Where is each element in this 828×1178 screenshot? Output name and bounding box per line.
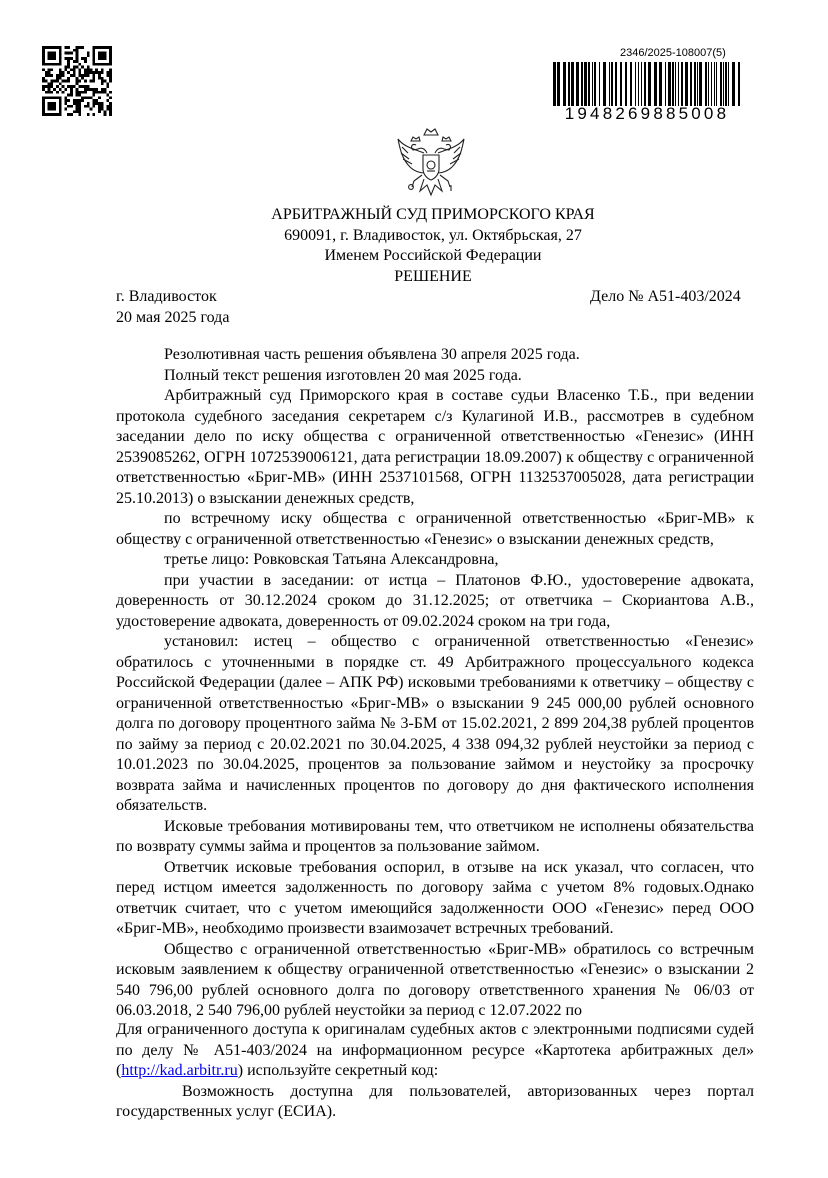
paragraph: Ответчик исковые требования оспорил, в отзыве на иск указал, что согласен, что перед истцом имеется задолженность по договору займа с учетом 8% годовых.Однако ответчик считает, что с учетом имеющийся задолженности ООО «Генезис» перед ООО «Бриг-МВ», необходимо произвести взаимозачет встречных требований. [116,858,754,937]
access-text: Для ограниченного доступа к оригиналам судебных актов с электронными подписями судей по делу № А51-403/2024 на информационном ресурсе «Картотека арбитражных дел» ( [116,1021,754,1079]
barcode [553,62,741,106]
court-name: АРБИТРАЖНЫЙ СУД ПРИМОРСКОГО КРАЯ [271,206,595,223]
city: г. Владивосток [116,288,217,305]
paragraph: установил: истец – общество с ограниченной ответственностью «Генезис» обратилось с уточненными в порядке ст. 49 Арбитражного процессуального кодекса Российской Федерации (далее – АПК РФ) исковыми требованиями к ответчику – обществу с ограниченной ответственностью «Бриг-МВ» о взыскании 9 245 000,00 рублей основного долга по договору процентного займа № 3-БМ от 15.02.2021, 2 899 204,38 рублей процентов по займу за период с 20.02.2021 по 30.04.2025, 4 338 094,32 рублей неустойки за период с 10.01.2023 по 30.04.2025, процентов за пользование займом и неустойку за просрочку возврата займа и начисленных процентов по договору до дня фактического исполнения обязательств. [116,633,754,814]
kad-link[interactable]: http://kad.arbitr.ru [121,1062,238,1079]
paragraph: Резолютивная часть решения объявлена 30 апреля 2025 года. [164,346,580,363]
access-text-end: ) используйте секретный код: [237,1062,439,1079]
barcode-number: 2346/2025-108007(5) [620,47,726,59]
in-name-of: Именем Российской Федерации [324,247,542,264]
paragraph: Арбитражный суд Приморского края в составе судьи Власенко Т.Б., при ведении протокола судебного заседания секретарем с/з Кулагиной И.В., рассмотрев в судебном заседании дело по иску общества с ограниченной ответственностью «Генезис» (ИНН 2539085262, ОГРН 1072539006121, дата регистрации 18.09.2007) к обществу с ограниченной ответственностью «Бриг-МВ» (ИНН 2537101568, ОГРН 1132537005028, дата регистрации 25.10.2013) о взыскании денежных средств, [116,387,754,507]
paragraph: по встречному иску общества с ограниченной ответственностью «Бриг-МВ» к обществу с ограниченной ответственностью «Генезис» о взыскании денежных средств, [116,510,754,548]
decision-date: 20 мая 2025 года [116,309,230,326]
paragraph: Полный текст решения изготовлен 20 мая 2025 года. [164,366,522,384]
qr-code [42,46,112,116]
esia-note: Возможность доступна для пользователей, авторизованных через портал государственных услуг (ЕСИА). [116,1082,754,1120]
decision-body [116,345,754,1022]
paragraph: третье лицо: Ровковская Татьяна Александровна, [164,551,499,568]
barcode-digits: 1948269885008 [564,104,730,123]
paragraph: Общество с ограниченной ответственностью «Бриг-МВ» обратилось со встречным исковым заявлением к обществу ограниченной ответственностью «Генезис» о взыскании 2 540 796,00 рублей основного долга по договору ответственного хранения № 06/03 от 06.03.2018, 2 540 796,00 рублей неустойки за период с 12.07.2022 по [116,940,754,1019]
case-number: Дело № А51-403/2024 [590,288,741,305]
document-type: РЕШЕНИЕ [394,267,472,285]
paragraph: при участии в заседании: от истца – Платонов Ф.Ю., удостоверение адвоката, доверенность от 30.12.2024 сроком до 31.12.2025; от ответчика – Скориантова А.В., удостоверение адвоката, доверенность от 09.02.2024 сроком на три года, [116,571,754,630]
coat-of-arms-emblem [394,125,468,197]
access-note [116,1020,754,1082]
footer-notice [116,1020,754,1123]
court-address: 690091, г. Владивосток, ул. Октябрьская, 27 [284,226,582,244]
paragraph: Исковые требования мотивированы тем, что ответчиком не исполнены обязательства по возврату суммы займа и процентов за пользование займом. [116,817,754,855]
